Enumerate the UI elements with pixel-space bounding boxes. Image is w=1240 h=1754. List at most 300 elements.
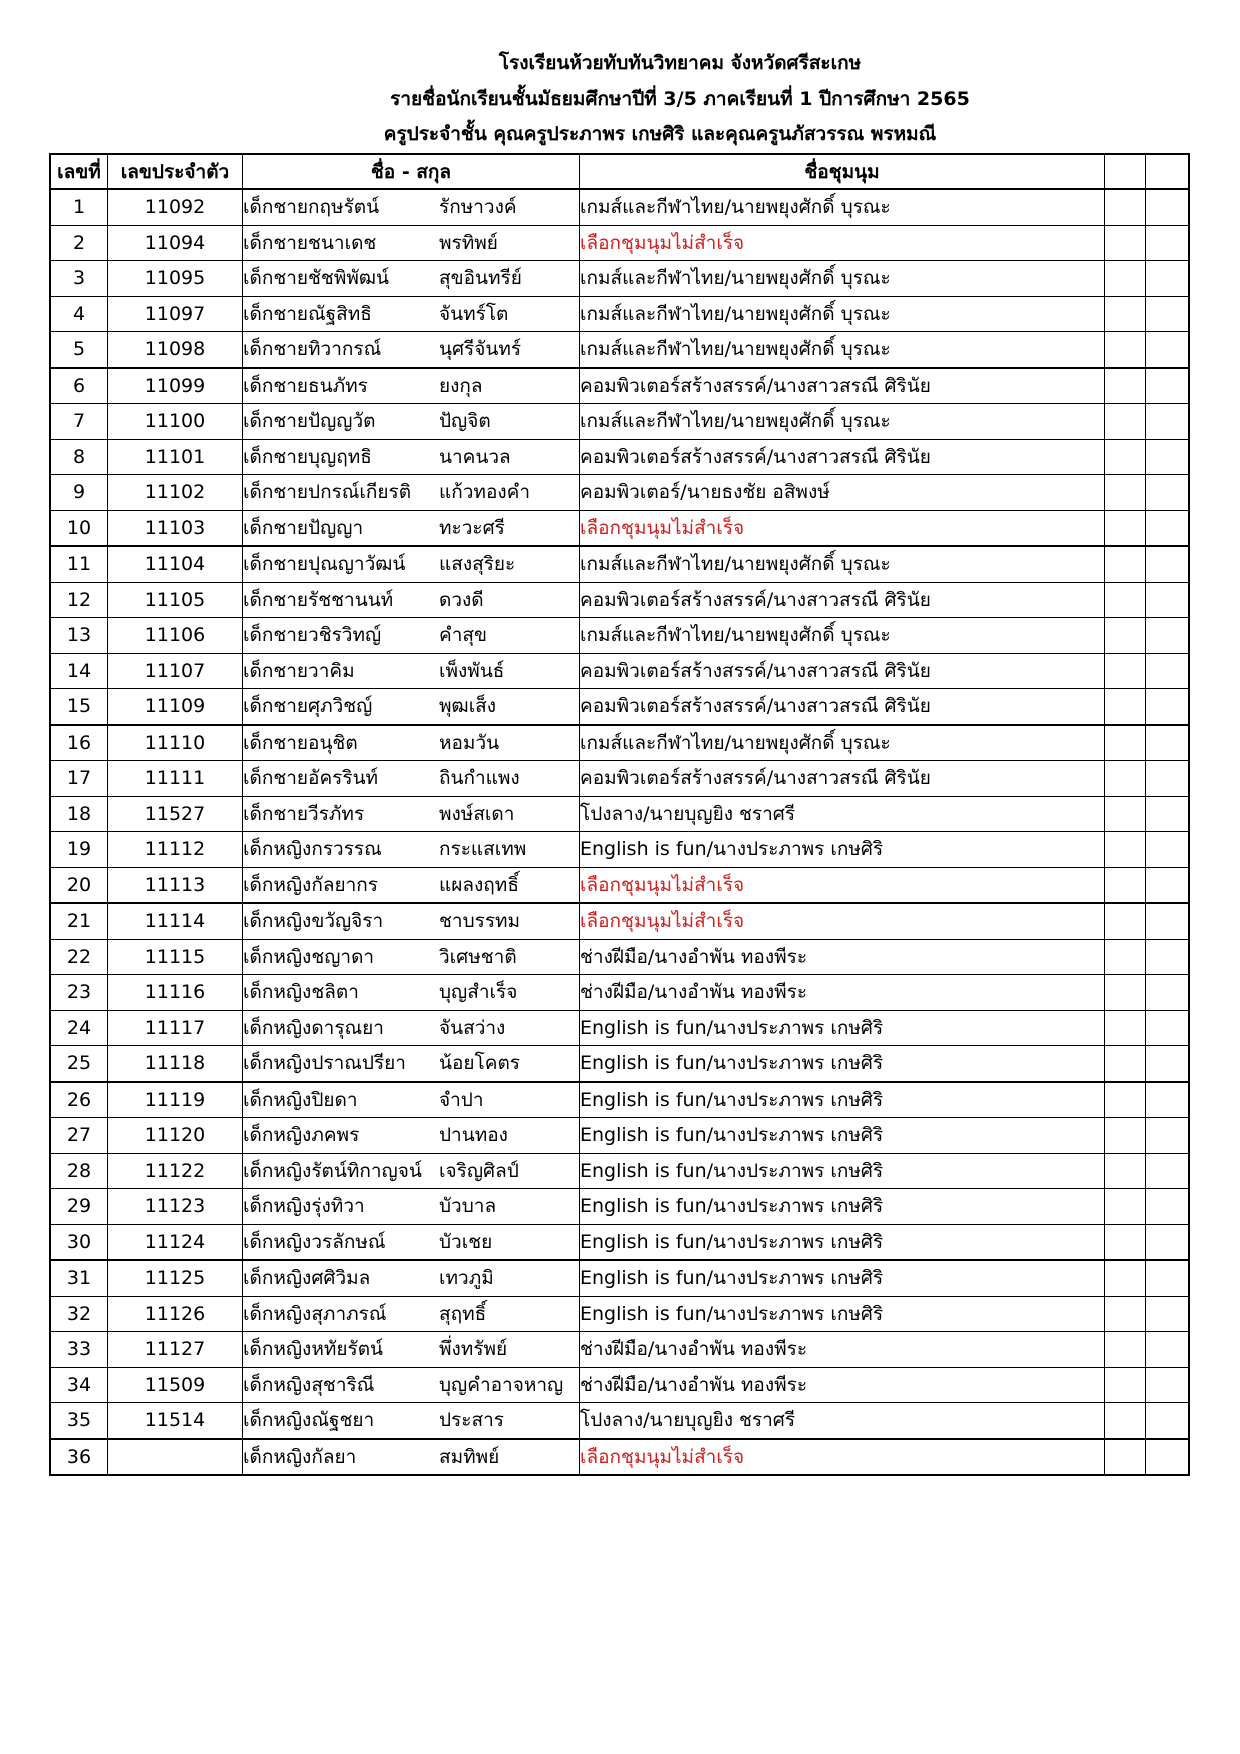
club-name: ช่างฝีมือ/นางอำพัน ทองพีระ bbox=[580, 975, 1105, 1011]
row-number: 12 bbox=[50, 582, 108, 618]
student-last-name: บุญสำเร็จ bbox=[439, 981, 518, 1004]
blank-cell-1 bbox=[1105, 582, 1146, 618]
table-row bbox=[50, 725, 1189, 761]
row-number: 15 bbox=[50, 689, 108, 725]
row-number: 27 bbox=[50, 1118, 108, 1154]
blank-cell-1 bbox=[1105, 1439, 1146, 1476]
blank-cell-2 bbox=[1146, 1224, 1190, 1260]
row-number: 24 bbox=[50, 1010, 108, 1046]
student-first-name: เด็กหญิงณัฐชยา bbox=[243, 1409, 375, 1432]
row-number: 17 bbox=[50, 761, 108, 797]
blank-cell-1 bbox=[1105, 332, 1146, 368]
column-header-club: ชื่อชุมนุม bbox=[580, 154, 1105, 189]
club-name: ช่างฝีมือ/นางอำพัน ทองพีระ bbox=[580, 939, 1105, 975]
row-number: 30 bbox=[50, 1224, 108, 1260]
blank-cell-1 bbox=[1105, 296, 1146, 332]
student-last-name: สุขอินทรีย์ bbox=[439, 267, 522, 290]
club-name: English is fun/นางประภาพร เกษศิริ bbox=[580, 1153, 1105, 1189]
table-row bbox=[50, 261, 1189, 297]
blank-cell-2 bbox=[1146, 1260, 1190, 1296]
club-name: English is fun/นางประภาพร เกษศิริ bbox=[580, 832, 1105, 868]
student-last-name: นาคนวล bbox=[439, 445, 511, 468]
blank-cell-2 bbox=[1146, 1010, 1190, 1046]
blank-cell-2 bbox=[1146, 261, 1190, 297]
student-name bbox=[243, 653, 580, 689]
student-name bbox=[243, 725, 580, 761]
student-first-name: เด็กชายรัชชานนท์ bbox=[243, 588, 394, 611]
student-first-name: เด็กหญิงสุภาภรณ์ bbox=[243, 1302, 387, 1325]
table-row bbox=[50, 1439, 1189, 1476]
blank-cell-1 bbox=[1105, 475, 1146, 511]
club-name: คอมพิวเตอร์สร้างสรรค์/นางสาวสรณี ศิรินัย bbox=[580, 761, 1105, 797]
student-id: 11116 bbox=[108, 975, 243, 1011]
row-number: 25 bbox=[50, 1046, 108, 1082]
blank-cell-1 bbox=[1105, 510, 1146, 546]
blank-cell-2 bbox=[1146, 618, 1190, 654]
student-name bbox=[243, 1296, 580, 1332]
blank-cell-1 bbox=[1105, 867, 1146, 903]
student-last-name: ปานทอง bbox=[439, 1124, 508, 1147]
blank-cell-1 bbox=[1105, 1189, 1146, 1225]
student-id: 11514 bbox=[108, 1403, 243, 1439]
table-row bbox=[50, 1224, 1189, 1260]
row-number: 7 bbox=[50, 404, 108, 440]
table-row bbox=[50, 689, 1189, 725]
blank-cell-1 bbox=[1105, 1082, 1146, 1118]
student-first-name: เด็กชายธนภัทร bbox=[243, 374, 368, 397]
student-last-name: รักษาวงค์ bbox=[439, 196, 517, 219]
club-name: คอมพิวเตอร์สร้างสรรค์/นางสาวสรณี ศิรินัย bbox=[580, 653, 1105, 689]
student-name bbox=[243, 796, 580, 832]
student-first-name: เด็กหญิงรุ่งทิวา bbox=[243, 1195, 365, 1218]
student-first-name: เด็กชายชัชพิพัฒน์ bbox=[243, 267, 390, 290]
student-last-name: ทะวะศรี bbox=[439, 516, 505, 539]
student-first-name: เด็กหญิงกัลยา bbox=[243, 1445, 357, 1468]
student-first-name: เด็กชายปกรณ์เกียรติ bbox=[243, 481, 412, 504]
blank-cell-2 bbox=[1146, 332, 1190, 368]
blank-cell-2 bbox=[1146, 796, 1190, 832]
student-id: 11117 bbox=[108, 1010, 243, 1046]
student-last-name: ประสาร bbox=[439, 1409, 504, 1432]
club-name: เกมส์และกีฬาไทย/นายพยุงศักดิ์ บุรณะ bbox=[580, 261, 1105, 297]
blank-cell-1 bbox=[1105, 404, 1146, 440]
blank-cell-1 bbox=[1105, 189, 1146, 225]
club-name: เกมส์และกีฬาไทย/นายพยุงศักดิ์ บุรณะ bbox=[580, 296, 1105, 332]
student-first-name: เด็กหญิงหทัยรัตน์ bbox=[243, 1338, 384, 1361]
student-name bbox=[243, 867, 580, 903]
student-first-name: เด็กชายทิวากรณ์ bbox=[243, 338, 382, 361]
blank-cell-2 bbox=[1146, 975, 1190, 1011]
student-first-name: เด็กชายอนุชิต bbox=[243, 731, 358, 754]
student-first-name: เด็กหญิงวรลักษณ์ bbox=[243, 1230, 386, 1253]
student-first-name: เด็กชายปุณญาวัฒน์ bbox=[243, 553, 406, 576]
club-name: English is fun/นางประภาพร เกษศิริ bbox=[580, 1010, 1105, 1046]
column-header-student-id: เลขประจำตัว bbox=[108, 154, 243, 189]
row-number: 14 bbox=[50, 653, 108, 689]
club-name: เกมส์และกีฬาไทย/นายพยุงศักดิ์ บุรณะ bbox=[580, 404, 1105, 440]
student-last-name: หอมวัน bbox=[439, 731, 500, 754]
student-last-name: วิเศษชาติ bbox=[439, 945, 517, 968]
student-first-name: เด็กชายวีรภัทร bbox=[243, 802, 365, 825]
blank-cell-1 bbox=[1105, 1118, 1146, 1154]
row-number: 16 bbox=[50, 725, 108, 761]
table-row bbox=[50, 510, 1189, 546]
student-name bbox=[243, 546, 580, 582]
row-number: 5 bbox=[50, 332, 108, 368]
student-name bbox=[243, 510, 580, 546]
row-number: 8 bbox=[50, 439, 108, 475]
blank-cell-2 bbox=[1146, 1189, 1190, 1225]
blank-cell-2 bbox=[1146, 867, 1190, 903]
student-name bbox=[243, 618, 580, 654]
student-last-name: ชาบรรทม bbox=[439, 910, 521, 933]
student-name bbox=[243, 1153, 580, 1189]
table-row bbox=[50, 867, 1189, 903]
blank-cell-1 bbox=[1105, 1046, 1146, 1082]
student-id: 11111 bbox=[108, 761, 243, 797]
student-last-name: สุฤทธิ์ bbox=[439, 1302, 487, 1325]
student-last-name: ดวงดี bbox=[439, 588, 484, 611]
student-id: 11100 bbox=[108, 404, 243, 440]
student-id: 11092 bbox=[108, 189, 243, 225]
student-id: 11104 bbox=[108, 546, 243, 582]
student-name bbox=[243, 1082, 580, 1118]
club-name: เลือกชุมนุมไม่สำเร็จ bbox=[580, 225, 1105, 261]
table-row bbox=[50, 832, 1189, 868]
student-last-name: จำปา bbox=[439, 1088, 484, 1111]
student-last-name: เทวภูมิ bbox=[439, 1267, 494, 1290]
student-name bbox=[243, 1118, 580, 1154]
club-name: คอมพิวเตอร์/นายธงชัย อสิพงษ์ bbox=[580, 475, 1105, 511]
student-last-name: น้อยโคตร bbox=[439, 1052, 520, 1075]
blank-cell-2 bbox=[1146, 1367, 1190, 1403]
student-name bbox=[243, 689, 580, 725]
row-number: 33 bbox=[50, 1332, 108, 1368]
club-name: คอมพิวเตอร์สร้างสรรค์/นางสาวสรณี ศิรินัย bbox=[580, 689, 1105, 725]
student-id: 11114 bbox=[108, 903, 243, 939]
blank-cell-2 bbox=[1146, 761, 1190, 797]
student-name bbox=[243, 189, 580, 225]
table-row bbox=[50, 975, 1189, 1011]
blank-cell-1 bbox=[1105, 1260, 1146, 1296]
blank-cell-1 bbox=[1105, 689, 1146, 725]
student-first-name: เด็กหญิงขวัญจิรา bbox=[243, 910, 384, 933]
blank-cell-2 bbox=[1146, 475, 1190, 511]
student-name bbox=[243, 439, 580, 475]
row-number: 32 bbox=[50, 1296, 108, 1332]
blank-cell-2 bbox=[1146, 725, 1190, 761]
student-name bbox=[243, 1046, 580, 1082]
row-number: 6 bbox=[50, 368, 108, 404]
student-name bbox=[243, 1403, 580, 1439]
student-last-name: พรทิพย์ bbox=[439, 231, 498, 254]
row-number: 31 bbox=[50, 1260, 108, 1296]
row-number: 9 bbox=[50, 475, 108, 511]
row-number: 34 bbox=[50, 1367, 108, 1403]
blank-cell-2 bbox=[1146, 368, 1190, 404]
table-row bbox=[50, 1189, 1189, 1225]
student-first-name: เด็กชายอัครรินท์ bbox=[243, 767, 379, 790]
student-first-name: เด็กหญิงศศิวิมล bbox=[243, 1267, 371, 1290]
table-row bbox=[50, 1403, 1189, 1439]
row-number: 26 bbox=[50, 1082, 108, 1118]
blank-cell-2 bbox=[1146, 225, 1190, 261]
student-last-name: กระแสเทพ bbox=[439, 838, 527, 861]
student-last-name: เจริญศิลป์ bbox=[439, 1159, 519, 1182]
student-id: 11103 bbox=[108, 510, 243, 546]
row-number: 1 bbox=[50, 189, 108, 225]
student-name bbox=[243, 225, 580, 261]
blank-cell-1 bbox=[1105, 653, 1146, 689]
blank-cell-2 bbox=[1146, 439, 1190, 475]
student-name bbox=[243, 296, 580, 332]
table-row bbox=[50, 1332, 1189, 1368]
student-first-name: เด็กหญิงปราณปรียา bbox=[243, 1052, 406, 1075]
club-name: เลือกชุมนุมไม่สำเร็จ bbox=[580, 903, 1105, 939]
student-first-name: เด็กชายกฤษรัตน์ bbox=[243, 196, 380, 219]
student-name bbox=[243, 903, 580, 939]
table-row bbox=[50, 1296, 1189, 1332]
student-name bbox=[243, 1367, 580, 1403]
student-first-name: เด็กหญิงกัลยากร bbox=[243, 873, 378, 896]
table-row bbox=[50, 1260, 1189, 1296]
blank-cell-2 bbox=[1146, 1046, 1190, 1082]
student-id: 11509 bbox=[108, 1367, 243, 1403]
student-id: 11110 bbox=[108, 725, 243, 761]
club-name: English is fun/นางประภาพร เกษศิริ bbox=[580, 1260, 1105, 1296]
table-row bbox=[50, 1082, 1189, 1118]
blank-cell-2 bbox=[1146, 546, 1190, 582]
blank-cell-2 bbox=[1146, 903, 1190, 939]
blank-cell-2 bbox=[1146, 1332, 1190, 1368]
blank-cell-2 bbox=[1146, 189, 1190, 225]
student-id: 11527 bbox=[108, 796, 243, 832]
student-last-name: พุฒเส็ง bbox=[439, 695, 497, 718]
blank-cell-1 bbox=[1105, 225, 1146, 261]
student-name bbox=[243, 1332, 580, 1368]
student-last-name: แสงสุริยะ bbox=[439, 553, 516, 576]
student-name bbox=[243, 404, 580, 440]
blank-cell-1 bbox=[1105, 761, 1146, 797]
table-row bbox=[50, 1010, 1189, 1046]
table-row bbox=[50, 225, 1189, 261]
student-name bbox=[243, 368, 580, 404]
student-last-name: ปัญจิต bbox=[439, 410, 491, 433]
student-last-name: ยงกุล bbox=[439, 374, 483, 397]
table-row bbox=[50, 618, 1189, 654]
student-name bbox=[243, 261, 580, 297]
student-last-name: นุศรีจันทร์ bbox=[439, 338, 522, 361]
student-id: 11109 bbox=[108, 689, 243, 725]
table-row bbox=[50, 761, 1189, 797]
student-name bbox=[243, 975, 580, 1011]
student-first-name: เด็กชายชนาเดช bbox=[243, 231, 377, 254]
row-number: 28 bbox=[50, 1153, 108, 1189]
student-first-name: เด็กชายบุญฤทธิ bbox=[243, 445, 372, 468]
table-row bbox=[50, 296, 1189, 332]
student-name bbox=[243, 1224, 580, 1260]
student-first-name: เด็กหญิงสุชาริณี bbox=[243, 1373, 375, 1396]
row-number: 11 bbox=[50, 546, 108, 582]
student-id: 11122 bbox=[108, 1153, 243, 1189]
student-last-name: แผลงฤทธิ์ bbox=[439, 873, 519, 896]
row-number: 4 bbox=[50, 296, 108, 332]
student-id: 11098 bbox=[108, 332, 243, 368]
club-name: เลือกชุมนุมไม่สำเร็จ bbox=[580, 867, 1105, 903]
blank-cell-1 bbox=[1105, 903, 1146, 939]
table-row bbox=[50, 796, 1189, 832]
column-header-blank-1 bbox=[1105, 154, 1146, 189]
club-name: เกมส์และกีฬาไทย/นายพยุงศักดิ์ บุรณะ bbox=[580, 332, 1105, 368]
table-row bbox=[50, 903, 1189, 939]
blank-cell-2 bbox=[1146, 1296, 1190, 1332]
club-name: เกมส์และกีฬาไทย/นายพยุงศักดิ์ บุรณะ bbox=[580, 189, 1105, 225]
club-name: English is fun/นางประภาพร เกษศิริ bbox=[580, 1189, 1105, 1225]
row-number: 2 bbox=[50, 225, 108, 261]
blank-cell-2 bbox=[1146, 510, 1190, 546]
student-id: 11124 bbox=[108, 1224, 243, 1260]
club-name: English is fun/นางประภาพร เกษศิริ bbox=[580, 1046, 1105, 1082]
row-number: 3 bbox=[50, 261, 108, 297]
student-first-name: เด็กชายปัญญวัต bbox=[243, 410, 376, 433]
table-row bbox=[50, 1118, 1189, 1154]
student-id: 11106 bbox=[108, 618, 243, 654]
student-id: 11105 bbox=[108, 582, 243, 618]
club-name: ช่างฝีมือ/นางอำพัน ทองพีระ bbox=[580, 1367, 1105, 1403]
blank-cell-1 bbox=[1105, 725, 1146, 761]
blank-cell-1 bbox=[1105, 1403, 1146, 1439]
table-row bbox=[50, 939, 1189, 975]
student-last-name: จันสว่าง bbox=[439, 1016, 506, 1039]
blank-cell-1 bbox=[1105, 618, 1146, 654]
student-id: 11123 bbox=[108, 1189, 243, 1225]
club-name: English is fun/นางประภาพร เกษศิริ bbox=[580, 1296, 1105, 1332]
student-id: 11118 bbox=[108, 1046, 243, 1082]
club-name: คอมพิวเตอร์สร้างสรรค์/นางสาวสรณี ศิรินัย bbox=[580, 439, 1105, 475]
table-header-row bbox=[50, 154, 1189, 189]
club-name: ช่างฝีมือ/นางอำพัน ทองพีระ bbox=[580, 1332, 1105, 1368]
table-row bbox=[50, 546, 1189, 582]
blank-cell-2 bbox=[1146, 939, 1190, 975]
student-first-name: เด็กหญิงดารุณยา bbox=[243, 1016, 384, 1039]
blank-cell-1 bbox=[1105, 1153, 1146, 1189]
row-number: 13 bbox=[50, 618, 108, 654]
student-id: 11102 bbox=[108, 475, 243, 511]
club-name: เกมส์และกีฬาไทย/นายพยุงศักดิ์ บุรณะ bbox=[580, 725, 1105, 761]
blank-cell-2 bbox=[1146, 689, 1190, 725]
student-first-name: เด็กชายปัญญา bbox=[243, 516, 364, 539]
blank-cell-2 bbox=[1146, 404, 1190, 440]
student-first-name: เด็กหญิงรัตน์ทิกาญจน์ bbox=[243, 1159, 422, 1182]
student-last-name: พึ่งทรัพย์ bbox=[439, 1338, 508, 1361]
blank-cell-1 bbox=[1105, 832, 1146, 868]
row-number: 19 bbox=[50, 832, 108, 868]
blank-cell-2 bbox=[1146, 1082, 1190, 1118]
student-name bbox=[243, 832, 580, 868]
club-name: โปงลาง/นายบุญยิง ชราศรี bbox=[580, 796, 1105, 832]
student-id: 11101 bbox=[108, 439, 243, 475]
student-name bbox=[243, 1260, 580, 1296]
student-id: 11120 bbox=[108, 1118, 243, 1154]
student-id: 11107 bbox=[108, 653, 243, 689]
blank-cell-1 bbox=[1105, 439, 1146, 475]
blank-cell-1 bbox=[1105, 975, 1146, 1011]
club-name: English is fun/นางประภาพร เกษศิริ bbox=[580, 1224, 1105, 1260]
student-id: 11099 bbox=[108, 368, 243, 404]
club-name: เลือกชุมนุมไม่สำเร็จ bbox=[580, 1439, 1105, 1476]
table-row bbox=[50, 582, 1189, 618]
student-first-name: เด็กหญิงกรวรรณ bbox=[243, 838, 382, 861]
table-row bbox=[50, 475, 1189, 511]
student-id: 11115 bbox=[108, 939, 243, 975]
student-id: 11125 bbox=[108, 1260, 243, 1296]
club-name: เกมส์และกีฬาไทย/นายพยุงศักดิ์ บุรณะ bbox=[580, 618, 1105, 654]
student-last-name: บัวบาล bbox=[439, 1195, 497, 1218]
student-first-name: เด็กชายวชิรวิทญ์ bbox=[243, 624, 382, 647]
student-last-name: จันทร์โต bbox=[439, 302, 509, 325]
table-row bbox=[50, 1153, 1189, 1189]
school-title: โรงเรียนห้วยทับทันวิทยาคม จังหวัดศรีสะเกษ bbox=[498, 52, 862, 74]
student-id: 11127 bbox=[108, 1332, 243, 1368]
club-name: คอมพิวเตอร์สร้างสรรค์/นางสาวสรณี ศิรินัย bbox=[580, 582, 1105, 618]
student-last-name: เพ็งพันธ์ bbox=[439, 659, 505, 682]
blank-cell-2 bbox=[1146, 653, 1190, 689]
student-name bbox=[243, 1439, 580, 1476]
blank-cell-2 bbox=[1146, 1403, 1190, 1439]
table-row bbox=[50, 332, 1189, 368]
student-last-name: ถินกำแพง bbox=[439, 767, 520, 790]
club-name: English is fun/นางประภาพร เกษศิริ bbox=[580, 1082, 1105, 1118]
club-name: เกมส์และกีฬาไทย/นายพยุงศักดิ์ บุรณะ bbox=[580, 546, 1105, 582]
blank-cell-1 bbox=[1105, 1367, 1146, 1403]
student-name bbox=[243, 1189, 580, 1225]
table-row bbox=[50, 653, 1189, 689]
student-id: 11097 bbox=[108, 296, 243, 332]
student-name bbox=[243, 761, 580, 797]
student-last-name: บุญคำอาจหาญ bbox=[439, 1373, 564, 1396]
student-last-name: แก้วทองคำ bbox=[439, 481, 531, 504]
row-number: 10 bbox=[50, 510, 108, 546]
student-name bbox=[243, 939, 580, 975]
table-row bbox=[50, 439, 1189, 475]
student-name bbox=[243, 582, 580, 618]
student-first-name: เด็กหญิงชลิตา bbox=[243, 981, 359, 1004]
row-number: 20 bbox=[50, 867, 108, 903]
blank-cell-1 bbox=[1105, 1010, 1146, 1046]
student-name bbox=[243, 1010, 580, 1046]
student-first-name: เด็กชายศุภวิชญ์ bbox=[243, 695, 373, 718]
column-header-blank-2 bbox=[1146, 154, 1190, 189]
blank-cell-1 bbox=[1105, 1224, 1146, 1260]
blank-cell-2 bbox=[1146, 1439, 1190, 1476]
club-name: โปงลาง/นายบุญยิง ชราศรี bbox=[580, 1403, 1105, 1439]
club-name: เลือกชุมนุมไม่สำเร็จ bbox=[580, 510, 1105, 546]
blank-cell-1 bbox=[1105, 368, 1146, 404]
student-id: 11112 bbox=[108, 832, 243, 868]
class-subtitle: รายชื่อนักเรียนชั้นมัธยมศึกษาปีที่ 3/5 ภาคเรียนที่ 1 ปีการศึกษา 2565 bbox=[390, 88, 970, 110]
row-number: 18 bbox=[50, 796, 108, 832]
student-last-name: คำสุข bbox=[439, 624, 487, 647]
student-first-name: เด็กหญิงปิยดา bbox=[243, 1088, 358, 1111]
student-id bbox=[108, 1439, 243, 1476]
student-id: 11113 bbox=[108, 867, 243, 903]
homeroom-teachers: ครูประจำชั้น คุณครูประภาพร เกษศิริ และคุณครูนภัสวรรณ พรหมณี bbox=[383, 123, 937, 145]
blank-cell-1 bbox=[1105, 939, 1146, 975]
column-header-number: เลขที่ bbox=[50, 154, 108, 189]
blank-cell-1 bbox=[1105, 546, 1146, 582]
blank-cell-2 bbox=[1146, 296, 1190, 332]
blank-cell-2 bbox=[1146, 1153, 1190, 1189]
